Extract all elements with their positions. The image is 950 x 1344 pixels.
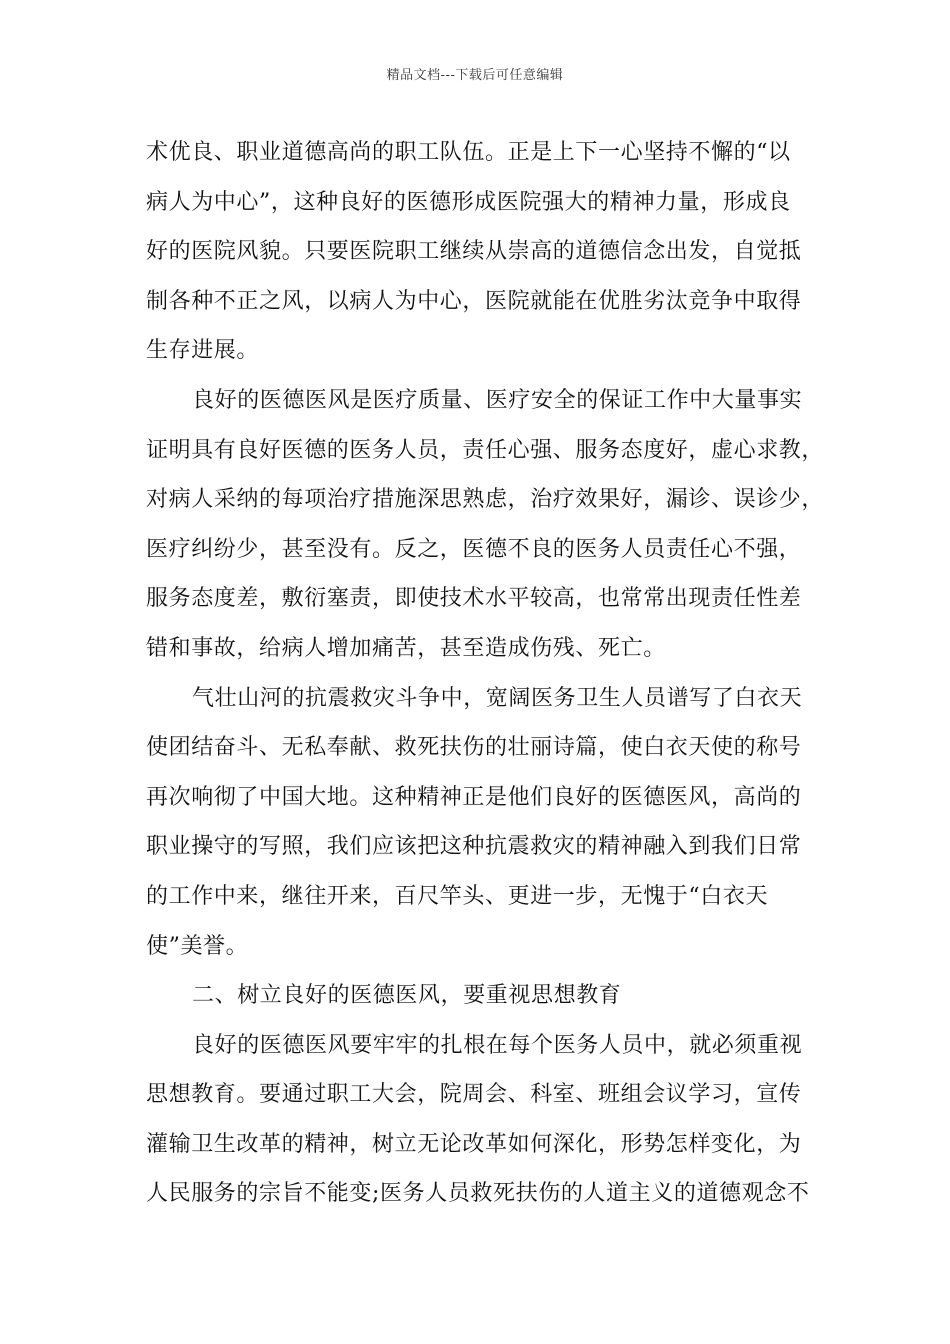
text-line: 良好的医德医风是医疗质量、医疗安全的保证工作中大量事实 bbox=[192, 387, 803, 413]
text-line: 病人为中心”，这种良好的医德形成医院强大的精神力量，形成良 bbox=[146, 189, 791, 215]
text-line: 思想教育。要通过职工大会，院周会、科室、班组会议学习，宣传 bbox=[146, 1082, 802, 1108]
text-line: 医疗纠纷少，甚至没有。反之，医德不良的医务人员责任心不强， bbox=[146, 536, 802, 562]
text-line: 服务态度差，敷衍塞责，即使技术水平较高，也常常出现责任性差 bbox=[146, 586, 802, 612]
text-line: 好的医院风貌。只要医院职工继续从崇高的道德信念出发，自觉抵 bbox=[146, 239, 802, 265]
text-line: 良好的医德医风要牢牢的扎根在每个医务人员中，就必须重视 bbox=[192, 1032, 803, 1058]
text-line: 再次响彻了中国大地。这种精神正是他们良好的医德医风，高尚的 bbox=[146, 784, 802, 810]
text-line: 术优良、职业道德高尚的职工队伍。正是上下一心坚持不懈的“以 bbox=[146, 140, 791, 165]
text-line: 职业操守的写照，我们应该把这种抗震救灾的精神融入到我们日常 bbox=[146, 834, 802, 860]
text-line: 二、树立良好的医德医风，要重视思想教育 bbox=[192, 983, 622, 1009]
page-header: 精品文档---下载后可任意编辑 bbox=[386, 68, 564, 83]
text-line: 人民服务的宗旨不能变;医务人员救死扶伤的人道主义的道德观念不 bbox=[146, 1181, 810, 1207]
text-line: 证明具有良好医德的医务人员，责任心强、服务态度好，虚心求教， bbox=[146, 437, 825, 463]
text-line: 气壮山河的抗震救灾斗争中，宽阔医务卫生人员谱写了白衣天 bbox=[192, 685, 803, 711]
text-line: 的工作中来，继往开来，百尺竿头、更进一步，无愧于“白衣天 bbox=[146, 883, 769, 909]
text-line: 错和事故，给病人增加痛苦，甚至造成伤残、死亡。 bbox=[146, 635, 666, 661]
text-line: 使团结奋斗、无私奉献、救死扶伤的壮丽诗篇，使白衣天使的称号 bbox=[146, 735, 802, 761]
text-line: 灌输卫生改革的精神，树立无论改革如何深化，形势怎样变化，为 bbox=[146, 1131, 802, 1157]
document-body bbox=[146, 128, 826, 1219]
text-line: 使”美誉。 bbox=[146, 933, 249, 959]
text-line: 制各种不正之风，以病人为中心，医院就能在优胜劣汰竞争中取得 bbox=[146, 288, 802, 314]
text-line: 对病人采纳的每项治疗措施深思熟虑，治疗效果好，漏诊、误诊少， bbox=[146, 487, 825, 513]
text-line: 生存进展。 bbox=[146, 338, 260, 364]
